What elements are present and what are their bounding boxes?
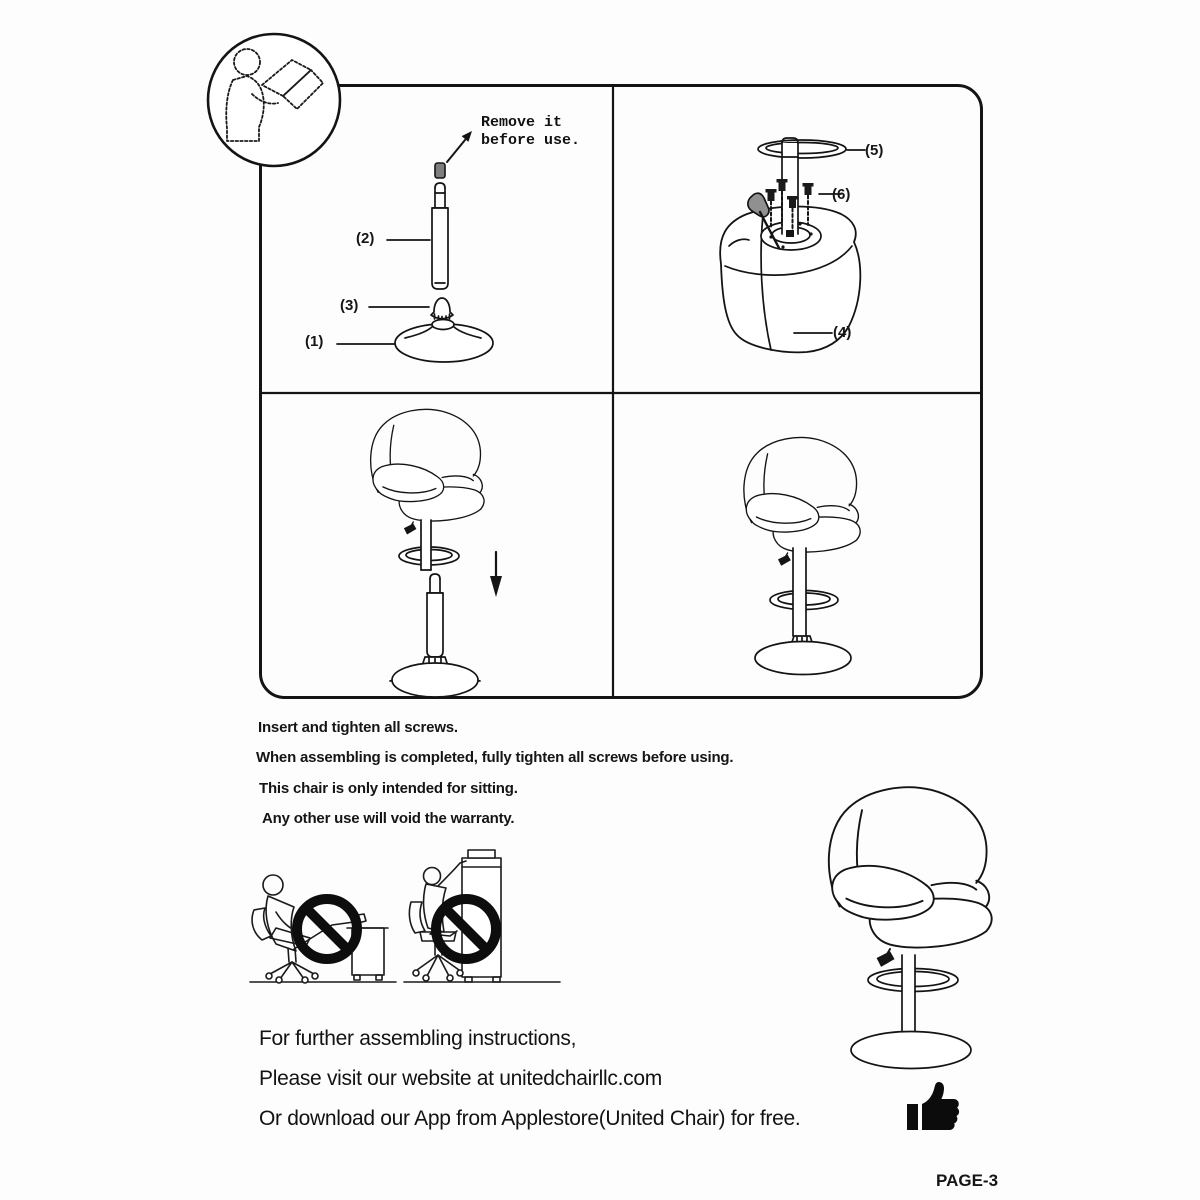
panel-join-halves bbox=[371, 409, 502, 697]
gas-lift-part bbox=[432, 183, 448, 289]
no-reclining-icon bbox=[240, 852, 400, 992]
read-manual-icon bbox=[204, 30, 344, 170]
part-label-3: (3) bbox=[340, 297, 359, 314]
gaslift-on-base bbox=[390, 574, 480, 697]
instruction-line-4: Any other use will void the warranty. bbox=[262, 810, 515, 827]
part-label-5: (5) bbox=[865, 142, 884, 159]
transport-cap bbox=[435, 163, 445, 178]
thumbs-up-icon bbox=[903, 1078, 961, 1134]
trumpet-base-part bbox=[395, 320, 493, 363]
cone-collar-part bbox=[431, 298, 453, 322]
footer-line-2: Please visit our website at unitedchairllc.com bbox=[259, 1067, 662, 1090]
assembly-steps-grid bbox=[259, 84, 983, 699]
stool-pole-ring-base bbox=[851, 955, 971, 1069]
part-label-6: (6) bbox=[832, 186, 851, 203]
stool-top-assembly bbox=[744, 437, 860, 565]
footer-line-3: Or download our App from Applestore(United Chair) for free. bbox=[259, 1107, 801, 1130]
chair-top-assembly bbox=[371, 409, 484, 534]
part-label-4: (4) bbox=[833, 324, 852, 341]
grid-border bbox=[261, 86, 982, 698]
part-label-2: (2) bbox=[356, 230, 375, 247]
no-climbing-icon bbox=[398, 845, 566, 995]
instruction-line-1: Insert and tighten all screws. bbox=[258, 719, 458, 736]
assembled-stool-illustration bbox=[790, 765, 1030, 1075]
footer-line-1: For further assembling instructions, bbox=[259, 1027, 577, 1050]
remove-before-use-note: Remove it before use. bbox=[481, 114, 581, 149]
down-arrow-icon bbox=[490, 552, 502, 597]
panel-assembled-stool bbox=[744, 437, 860, 674]
part-label-1: (1) bbox=[305, 333, 324, 350]
stool-pole-ring-base bbox=[755, 548, 851, 675]
instruction-line-2: When assembling is completed, fully tighten all screws before using. bbox=[256, 749, 734, 766]
instruction-line-3: This chair is only intended for sitting. bbox=[259, 780, 518, 797]
panel-attach-seat bbox=[720, 138, 865, 352]
remove-note-arrow-icon bbox=[447, 131, 472, 162]
page-number: PAGE-3 bbox=[936, 1171, 999, 1190]
prohibition-symbol bbox=[297, 899, 357, 959]
